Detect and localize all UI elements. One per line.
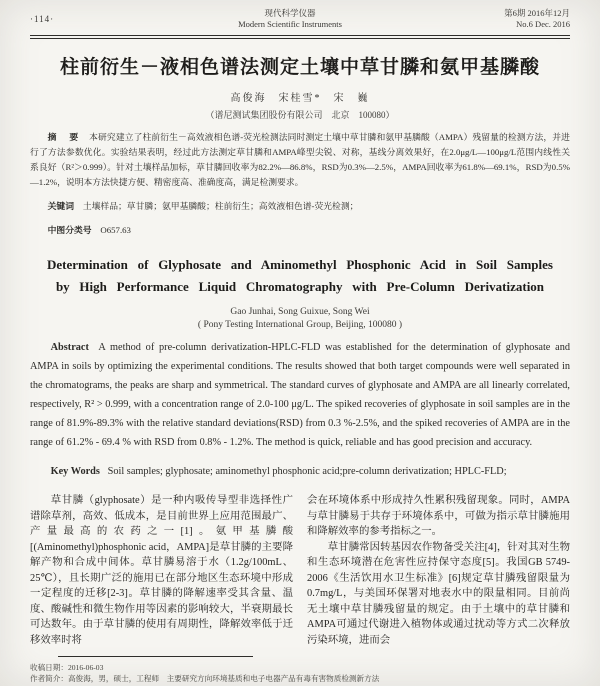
abstract-cn [30, 130, 570, 190]
clc-label: 中图分类号 [47, 224, 92, 235]
footnote-divider [58, 656, 253, 657]
page-footer [30, 662, 570, 684]
affiliation-cn: （谱尼测试集团股份有限公司 北京 100080） [205, 109, 395, 120]
body-paragraph: 草甘膦（glyphosate）是一种内吸传导型非选择性广谱除草剂，高效、低成本，是目前世界上应用范围最广、产量最高的农药之一[1]。氨甲基膦酸[(Aminomethyl)phosphonic acid，AMPA]是草甘膦的主要降解产物和合成中间体。草甘膦易溶于水（1.2g/100mL、25℃），且长期广泛的施用已在部分地区生态环境中形成一定程度的迁移[2-3]。草甘膦的降解速率受其含量、温度、酸碱性和微生物作用等因素的影响较大，半衰期最长可达数年。由于草甘膦的使用有周期性，降解效率低于迁移效率时将 [30, 495, 293, 646]
body-two-columns [30, 493, 570, 648]
received-date: 收稿日期：2016-06-03 [30, 663, 104, 673]
keywords-cn [30, 199, 570, 214]
keywords-en [30, 462, 570, 481]
keywords-en-label: Key Words [50, 466, 100, 478]
keywords-en-text: Soil samples; glyphosate; aminomethyl phosphonic acid;pre-column derivatization; HPLC-FLD; [107, 466, 507, 478]
body-paragraph: 会在环境体系中形成持久性累积残留现象。同时，AMPA与草甘膦易于共存于环境体系中，可做为指示草甘膦施用和降解效率的参考指标之一。 [307, 495, 570, 538]
article-title-en: Determination of Glyphosate and Aminomethyl Phosphonic Acid in Soil Samples by High Performance Liquid Chromatography with Pre-Column Derivatization [47, 256, 553, 295]
body-left-column [30, 493, 293, 648]
clc-line [30, 223, 570, 238]
author-bio: 作者简介：高俊海，男，硕士，工程师 主要研究方向环境基质和电子电器产品有毒有害物质检测新方法 [30, 674, 380, 684]
issue-info [460, 8, 570, 31]
header-double-rule [30, 35, 570, 39]
clc-value: O657.63 [100, 224, 131, 235]
article-title-cn: 柱前衍生－液相色谱法测定土壤中草甘膦和氨甲基膦酸 [59, 56, 540, 78]
abstract-cn-label: 摘 要 [47, 131, 81, 142]
issue-en: No.6 Dec. 2016 [516, 19, 570, 30]
affiliation-en: ( Pony Testing International Group, Beijing, 100080 ) [197, 320, 403, 331]
abstract-en-text: A method of pre-column derivatization-HPLC-FLD was established for the determination of glyphosate and AMPA in soils by optimizing the experimental conditions. The results showed that both target compounds were well separated in the chromatograms, the peaks are sharp and symmetrical. The standard curves of glyphosate and AMPA are all linearly correlated, respectively, R² > 0.999, with a concentration range of 2.0-100 μg/L. The spiked recoveries of glyphosate in soil samples are in the range of 81.9%-89.3% with the relative standard deviations(RSD) from 0.3 %-2.5%, and the spiked recoveries of AMPA are in the range of 61.2% - 69.4 % with RSD from 0.8% - 1.2%. The method is quick, reliable and has good precision and accuracy. [30, 342, 570, 449]
running-head [30, 8, 570, 31]
journal-name-cn: 现代科学仪器 [264, 8, 316, 18]
abstract-en [30, 338, 570, 452]
keywords-cn-text: 土壤样品；草甘膦；氨甲基膦酸；柱前衍生；高效液相色谱-荧光检测； [82, 200, 359, 211]
authors-cn: 高俊海 宋桂雪* 宋 巍 [230, 92, 370, 104]
authors-en: Gao Junhai, Song Guixue, Song Wei [230, 307, 370, 318]
body-right-column [307, 493, 570, 648]
page-number: ·114· [30, 14, 55, 25]
abstract-cn-text: 本研究建立了柱前衍生－高效液相色谱-荧光检测法同时测定土壤中草甘膦和氨甲基膦酸（AMPA）残留量的检测方法，并进行了方法参数优化。实验结果表明，经过此方法测定草甘膦和AMPA峰型尖锐、对称，基线分离效果好，在2.0μg/L—100μg/L范围内线性关系良好（R²＞0.999）。针对土壤样品加标，草甘膦回收率为82.2%—86.8%，RSD为0.3%—2.5%，AMPA回收率为61.8%—69.1%，RSD为0.5%—1.2%，说明本方法快捷方便、精密度高、准确度高，满足检测要求。 [30, 131, 570, 187]
issue-cn: 第6期 2016年12月 [504, 8, 570, 18]
journal-name-en: Modern Scientific Instruments [238, 19, 342, 30]
body-paragraph: 草甘膦常因转基因农作物备受关注[4]，针对其对生物和生态环境潜在危害性应持保守态度[5]。我国GB 5749-2006《生活饮用水卫生标准》[6]规定草甘膦残留限量为0.7mg/L，与美国环保署对地表水中的限量相同。目前尚无土壤中草甘膦残留量的规定。由于土壤中的草甘膦和AMPA可通过代谢进入植物体或通过扰动等方式二次释放污染环境，进而会 [307, 541, 570, 646]
keywords-cn-label: 关键词 [47, 200, 74, 211]
journal-name [120, 8, 460, 31]
abstract-en-label: Abstract [50, 342, 89, 354]
